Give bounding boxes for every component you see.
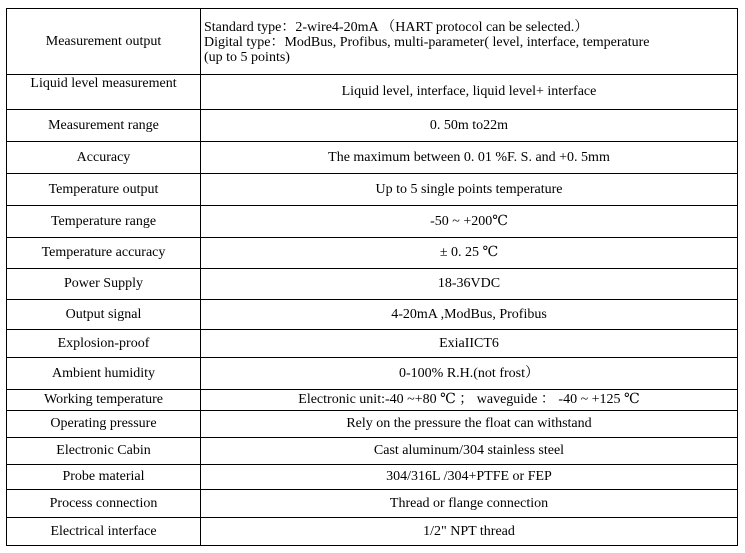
row-value: 304/316L /304+PTFE or FEP — [201, 465, 738, 490]
row-value: 0. 50m to22m — [201, 110, 738, 142]
row-value: Up to 5 single points temperature — [201, 174, 738, 206]
row-value: Liquid level, interface, liquid level+ interface — [201, 75, 738, 110]
table-row — [7, 174, 738, 206]
row-label: Explosion-proof — [7, 330, 201, 358]
row-label: Electrical interface — [7, 518, 201, 546]
row-label: Temperature accuracy — [7, 238, 201, 269]
row-value: Rely on the pressure the float can withstand — [201, 411, 738, 438]
table-row — [7, 390, 738, 411]
table-row — [7, 465, 738, 490]
row-value: ExiaIICT6 — [201, 330, 738, 358]
table-row — [7, 490, 738, 518]
table-row — [7, 142, 738, 174]
row-label: Electronic Cabin — [7, 438, 201, 465]
row-value: 18-36VDC — [201, 269, 738, 300]
row-label: Probe material — [7, 465, 201, 490]
row-label: Liquid level measurement — [7, 75, 201, 110]
row-value: 4-20mA ,ModBus, Profibus — [201, 300, 738, 330]
row-label: Output signal — [7, 300, 201, 330]
table-row — [7, 358, 738, 390]
row-label: Temperature output — [7, 174, 201, 206]
table-row — [7, 411, 738, 438]
row-value: 0-100% R.H.(not frost） — [201, 358, 738, 390]
row-label: Accuracy — [7, 142, 201, 174]
specification-table — [6, 8, 738, 546]
row-label: Power Supply — [7, 269, 201, 300]
table-row — [7, 9, 738, 75]
row-value: Electronic unit:-40 ~+80 ℃ ； waveguide ： -40 ~ +125 ℃ — [201, 390, 738, 411]
row-value: -50 ~ +200℃ — [201, 206, 738, 238]
standard-type-line: Standard type：2-wire4-20mA （HART protocol can be selected.） — [204, 19, 589, 35]
table-row — [7, 330, 738, 358]
row-label: Ambient humidity — [7, 358, 201, 390]
table-row — [7, 269, 738, 300]
points-note-line: (up to 5 points) — [204, 49, 290, 65]
row-label: Working temperature — [7, 390, 201, 411]
row-value-measurement-output — [201, 9, 738, 75]
table-row — [7, 206, 738, 238]
row-label: Temperature range — [7, 206, 201, 238]
digital-type-line: Digital type：ModBus, Profibus, multi-parameter( level, interface, temperature — [204, 34, 650, 50]
table-row — [7, 518, 738, 546]
row-value: ± 0. 25 ℃ — [201, 238, 738, 269]
row-label: Measurement output — [7, 9, 201, 75]
table-row — [7, 238, 738, 269]
row-value: The maximum between 0. 01 %F. S. and +0. 5mm — [201, 142, 738, 174]
row-label: Operating pressure — [7, 411, 201, 438]
spec-table-container — [6, 8, 738, 546]
row-value: Thread or flange connection — [201, 490, 738, 518]
table-row — [7, 75, 738, 110]
row-label: Process connection — [7, 490, 201, 518]
row-label: Measurement range — [7, 110, 201, 142]
table-row — [7, 438, 738, 465]
row-value: 1/2" NPT thread — [201, 518, 738, 546]
table-row — [7, 110, 738, 142]
table-row — [7, 300, 738, 330]
row-value: Cast aluminum/304 stainless steel — [201, 438, 738, 465]
